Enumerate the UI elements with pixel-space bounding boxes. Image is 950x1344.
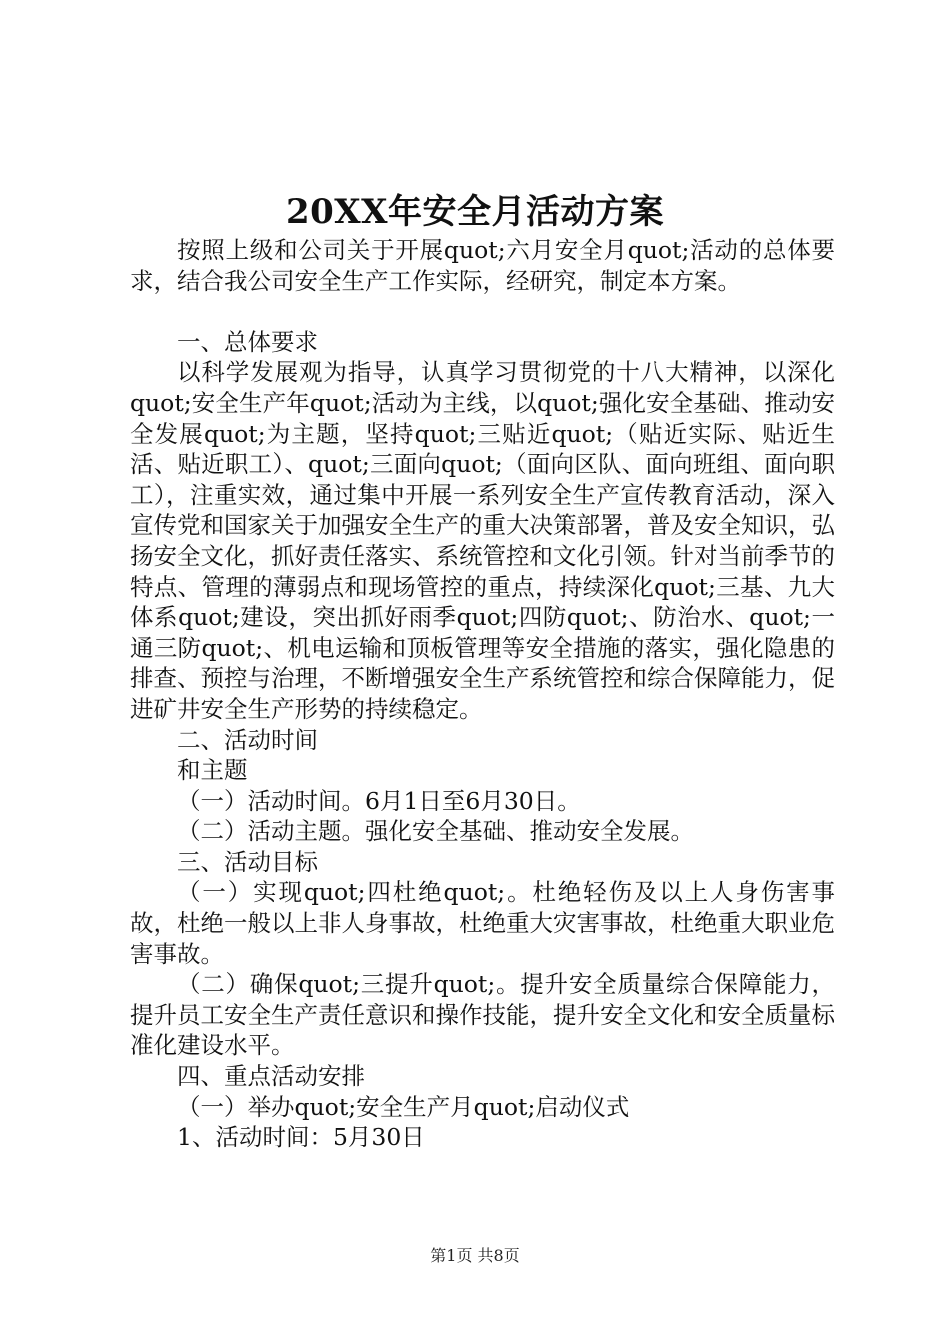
section-4-item-1-1: 1、活动时间：5月30日 [177, 1123, 425, 1152]
document-body [130, 235, 835, 1153]
section-4-heading: 四、重点活动安排 [177, 1062, 365, 1091]
section-2-item-2: （二）活动主题。强化安全基础、推动安全发展。 [177, 817, 694, 846]
section-2-heading-continued: 和主题 [177, 756, 248, 785]
document-title: 20XX年安全月活动方案 [285, 192, 665, 232]
section-2-heading: 二、活动时间 [177, 725, 318, 754]
page-number-footer: 第1页 共8页 [430, 1246, 520, 1265]
section-3-item-1: （一）实现quot;四杜绝quot;。杜绝轻伤及以上人身伤害事故，杜绝一般以上非人身事故，杜绝重大灾害事故，杜绝重大职业危害事故。 [130, 878, 835, 968]
section-3-heading: 三、活动目标 [177, 847, 318, 876]
section-1-body: 以科学发展观为指导，认真学习贯彻党的十八大精神，以深化quot;安全生产年quot;活动为主线，以quot;强化安全基础、推动安全发展quot;为主题，坚持quot;三贴近quot;（贴近实际、贴近生活、贴近职工）、quot;三面向quot;（面向区队、面向班组、面向职工），注重实效，通过集中开展一系列安全生产宣传教育活动，深入宣传党和国家关于加强安全生产的重大决策部署，普及安全知识，弘扬安全文化，抓好责任落实、系统管控和文化引领。针对当前季节的特点、管理的薄弱点和现场管控的重点，持续深化quot;三基、九大体系quot;建设，突出抓好雨季quot;四防quot;、防治水、quot;一通三防quot;、机电运输和顶板管理等安全措施的落实，强化隐患的排查、预控与治理，不断增强安全生产系统管控和综合保障能力，促进矿井安全生产形势的持续稳定。 [130, 358, 835, 723]
paragraph-gap [130, 296, 835, 327]
section-3-item-2: （二）确保quot;三提升quot;。提升安全质量综合保障能力，提升员工安全生产责任意识和操作技能，提升安全文化和安全质量标准化建设水平。 [130, 970, 835, 1060]
intro-paragraph: 按照上级和公司关于开展quot;六月安全月quot;活动的总体要求，结合我公司安全生产工作实际，经研究，制定本方案。 [130, 236, 835, 295]
section-2-item-1: （一）活动时间。6月1日至6月30日。 [177, 786, 581, 815]
section-4-item-1: （一）举办quot;安全生产月quot;启动仪式 [177, 1092, 630, 1121]
section-1-heading: 一、总体要求 [177, 327, 318, 356]
